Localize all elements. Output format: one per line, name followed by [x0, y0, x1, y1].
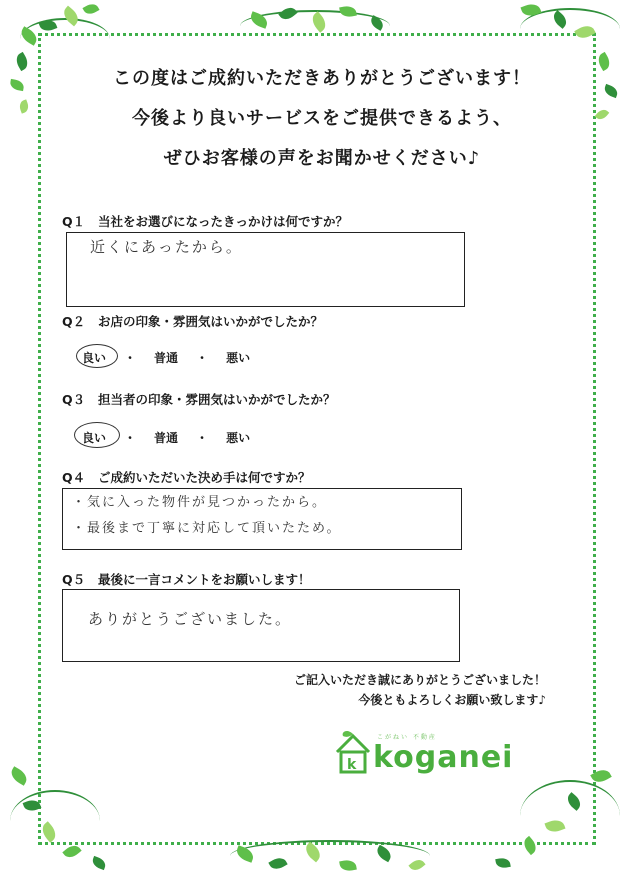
question-2-text: お店の印象・雰囲気はいかがでしたか？: [98, 314, 324, 329]
answer-5-text: ありがとうございました。: [88, 610, 293, 628]
intro-line-2: 今後より良いサービスをご提供できるよう、: [132, 108, 512, 129]
question-5-text: 最後に一言コメントをお願いします！: [98, 572, 311, 587]
answer-1-text: 近くにあったから。: [90, 238, 243, 256]
question-4-text: ご成約いただいた決め手は何ですか？: [98, 470, 311, 485]
question-4: [62, 468, 311, 486]
answer-3-options: [82, 429, 268, 446]
option-bad[interactable]: 悪い: [226, 351, 251, 365]
question-2: [62, 312, 323, 330]
svg-text:k: k: [347, 757, 357, 773]
logo-subtext: こがねい 不動産: [377, 734, 437, 741]
question-3-text: 担当者の印象・雰囲気はいかがでしたか？: [98, 392, 336, 407]
question-5-number: Q５: [62, 572, 86, 587]
question-5: [62, 570, 311, 588]
logo-text: koganei: [373, 740, 514, 775]
footer-line-1: ご記入いただき誠にありがとうございました！: [293, 673, 546, 687]
option-separator: ・: [124, 431, 137, 445]
answer-2-options: [82, 349, 268, 366]
answer-4-line-1: ・気に入った物件が見つかったから。: [72, 495, 328, 510]
question-2-number: Q２: [62, 314, 86, 329]
question-3: [62, 390, 336, 408]
house-icon: [333, 730, 373, 776]
option-good[interactable]: 良い: [82, 431, 107, 445]
question-1: [62, 212, 348, 230]
question-1-text: 当社をお選びになったきっかけは何ですか？: [98, 214, 349, 229]
footer-line-2: 今後ともよろしくお願い致します♪: [358, 693, 546, 707]
intro-line-1: この度はご成約いただきありがとうございます！: [113, 68, 531, 89]
option-normal[interactable]: 普通: [154, 351, 179, 365]
option-separator: ・: [196, 351, 209, 365]
question-4-number: Q４: [62, 470, 86, 485]
answer-4-line-2: ・最後まで丁寧に対応して頂いたため。: [72, 521, 342, 536]
question-1-number: Q１: [62, 214, 86, 229]
intro-line-3: ぜひお客様の声をお聞かせください♪: [163, 148, 481, 169]
option-bad[interactable]: 悪い: [226, 431, 251, 445]
option-good[interactable]: 良い: [82, 351, 107, 365]
option-separator: ・: [196, 431, 209, 445]
question-3-number: Q３: [62, 392, 86, 407]
option-normal[interactable]: 普通: [154, 431, 179, 445]
option-separator: ・: [124, 351, 137, 365]
